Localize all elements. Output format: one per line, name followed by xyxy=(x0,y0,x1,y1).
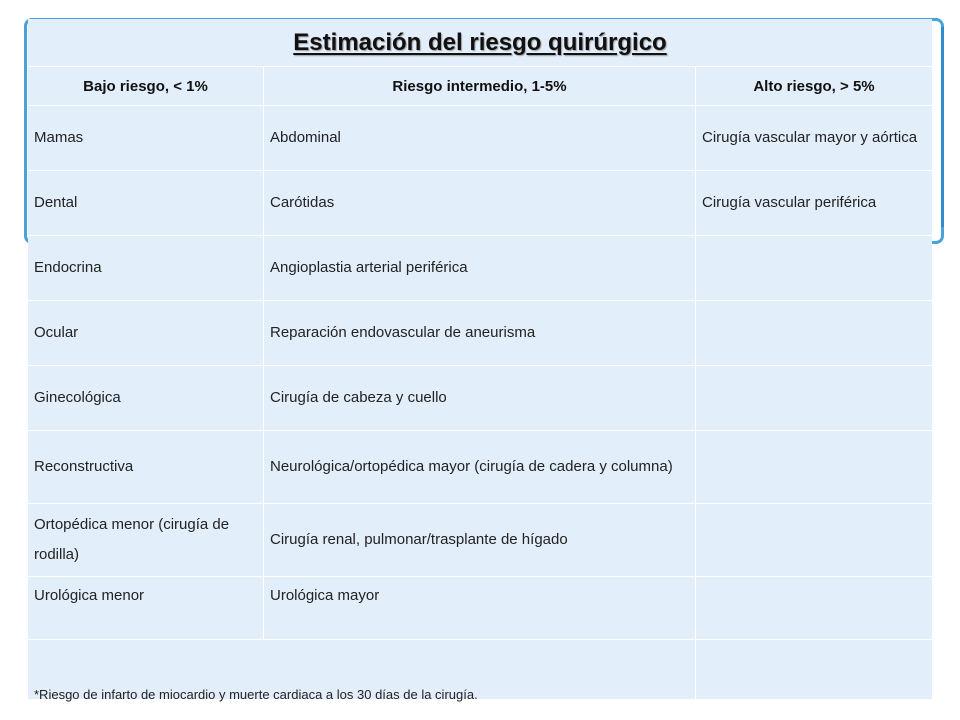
cell-intermediate-risk: Carótidas xyxy=(264,171,696,235)
table-title-bar xyxy=(28,19,932,67)
cell-low-risk: Ortopédica menor (cirugía de rodilla) xyxy=(28,504,264,576)
cell-high-risk xyxy=(696,236,932,300)
cell-intermediate-risk: Neurológica/ortopédica mayor (cirugía de cadera y columna) xyxy=(264,431,696,503)
cell-high-risk xyxy=(696,366,932,430)
table-row xyxy=(28,366,932,431)
header-low-risk: Bajo riesgo, < 1% xyxy=(28,67,264,105)
cell-high-risk xyxy=(696,504,932,576)
cell-low-risk: Mamas xyxy=(28,106,264,170)
header-intermediate-risk: Riesgo intermedio, 1-5% xyxy=(264,67,696,105)
cell-intermediate-risk: Cirugía de cabeza y cuello xyxy=(264,366,696,430)
cell-high-risk xyxy=(696,577,932,639)
cell-intermediate-risk: Cirugía renal, pulmonar/trasplante de hígado xyxy=(264,504,696,576)
cell-high-risk xyxy=(696,431,932,503)
header-row xyxy=(28,67,932,106)
cell-low-risk: Urológica menor xyxy=(28,577,264,639)
cell-low-risk: Reconstructiva xyxy=(28,431,264,503)
footnote: *Riesgo de infarto de miocardio y muerte cardiaca a los 30 días de la cirugía. xyxy=(28,640,696,706)
table-row xyxy=(28,106,932,171)
table-row xyxy=(28,577,932,640)
cell-intermediate-risk: Abdominal xyxy=(264,106,696,170)
table-row xyxy=(28,301,932,366)
cell-high-risk: Cirugía vascular periférica xyxy=(702,194,877,211)
cell-high-risk xyxy=(696,301,932,365)
cell-low-risk: Dental xyxy=(28,171,264,235)
cell-low-risk: Ginecológica xyxy=(28,366,264,430)
cell-low-risk: Endocrina xyxy=(28,236,264,300)
table-row xyxy=(28,504,932,577)
risk-table xyxy=(28,19,932,702)
cell-intermediate-risk: Urológica mayor xyxy=(264,577,696,639)
table-title: Estimación del riesgo quirúrgico xyxy=(293,28,667,56)
table-row xyxy=(28,171,932,236)
footnote-row xyxy=(28,640,932,706)
table-row xyxy=(28,431,932,504)
cell-intermediate-risk: Reparación endovascular de aneurisma xyxy=(264,301,696,365)
header-high-risk: Alto riesgo, > 5% xyxy=(753,77,875,95)
cell-intermediate-risk: Angioplastia arterial periférica xyxy=(264,236,696,300)
cell-low-risk: Ocular xyxy=(28,301,264,365)
cell-high-risk: Cirugía vascular mayor y aórtica xyxy=(702,129,918,146)
table-row xyxy=(28,236,932,301)
footnote-empty-cell xyxy=(696,640,932,706)
